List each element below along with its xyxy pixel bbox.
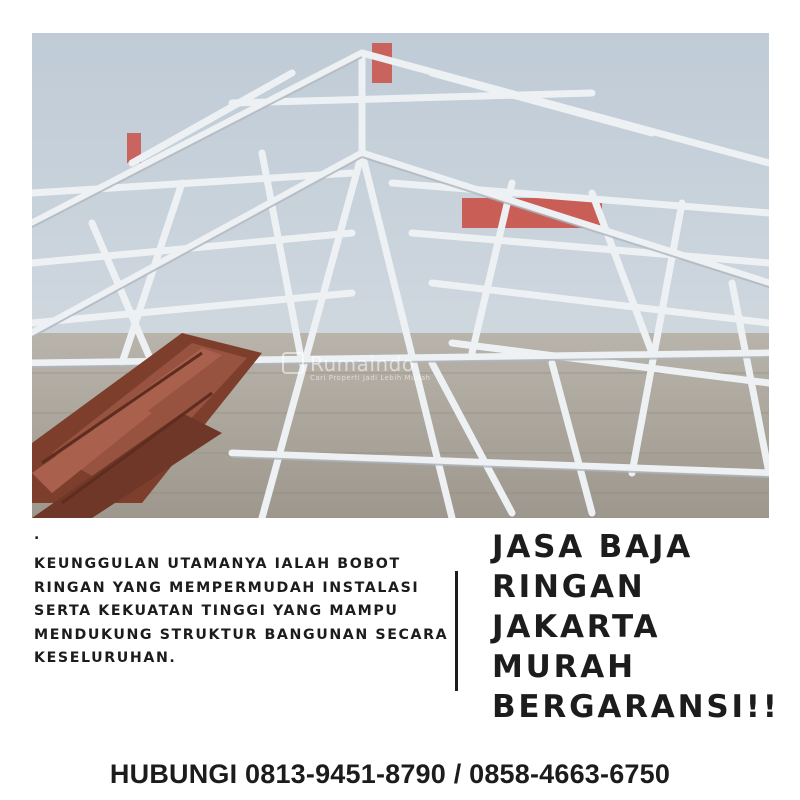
headline-line: JAKARTA: [492, 609, 661, 645]
features-text: KEUNGGULAN UTAMANYA IALAH BOBOT RINGAN YANG MEMPERMUDAH INSTALASI SERTA KEKUATAN TINGGI YANG MAMPU MENDUKUNG STRUKTUR BANGUNAN SECARA KESELURUHAN.: [34, 556, 449, 667]
roof-truss-illustration: [32, 33, 769, 518]
watermark-text: Rumaindo: [310, 352, 415, 376]
headline: [492, 527, 797, 727]
bullet-dot: .: [34, 527, 40, 543]
headline-line: BERGARANSI!!: [492, 689, 780, 725]
headline-line: MURAH: [492, 649, 636, 685]
headline-line: JASA BAJA: [492, 529, 693, 565]
watermark-logo-icon: [282, 352, 304, 374]
vertical-divider: [455, 571, 458, 691]
contact-phone-numbers: HUBUNGI 0813-9451-8790 / 0858-4663-6750: [109, 759, 671, 789]
headline-line: RINGAN: [492, 569, 646, 605]
roof-truss-photo: [32, 33, 769, 518]
watermark-subtext: Cari Properti Jadi Lebih Mudah: [310, 374, 431, 382]
watermark: [282, 352, 431, 382]
